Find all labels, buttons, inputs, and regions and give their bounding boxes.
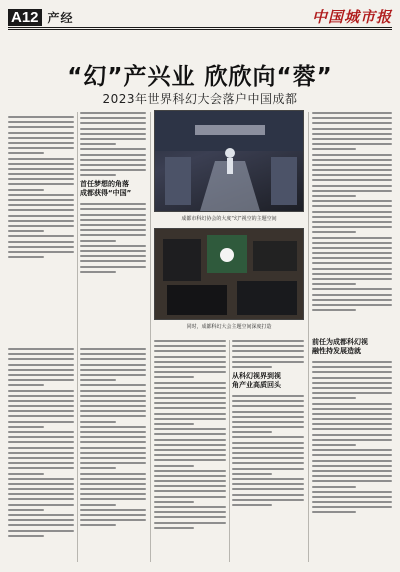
column-divider (77, 112, 78, 562)
article-column-4 (232, 340, 304, 509)
article-column-2 (80, 112, 146, 276)
article-column-1 (8, 112, 74, 261)
masthead-logo: 中国城市报 (311, 8, 392, 26)
article-column-6 (312, 334, 392, 517)
photo-caption-2: 同时，成都科幻大会主题空间深度打造 (186, 324, 272, 330)
exhibit-photo (154, 228, 304, 320)
paragraph (8, 235, 74, 258)
paragraph (8, 194, 74, 232)
column-subhead: 前任为成都科幻视 融性持发展造就 (312, 338, 368, 355)
article-column-5 (312, 112, 392, 314)
paragraph (8, 116, 74, 154)
column-subhead: 首任梦想的角落 成都获得“中国” (80, 180, 132, 198)
exhibit-photo-scene (155, 229, 304, 320)
paragraph (80, 203, 146, 241)
column-divider (308, 112, 309, 562)
column-divider (229, 340, 230, 562)
column-subhead: 从科幻视界到视 角产业高质回头 (232, 371, 281, 389)
article-column-2b (80, 348, 146, 530)
paragraph (80, 245, 146, 273)
headline: “幻”产兴业 欣欣向“蓉” (67, 64, 333, 90)
article-column-3 (154, 340, 226, 532)
column-divider (150, 112, 151, 562)
paragraph (8, 158, 74, 191)
page-header (8, 6, 392, 26)
event-photo (154, 110, 304, 212)
subheadline: 2023年世界科幻大会落户中国成都 (102, 92, 298, 106)
section-name: 产经 (47, 11, 74, 25)
event-photo-scene (155, 111, 304, 212)
paragraph (80, 148, 146, 176)
page-number: A12 (8, 9, 42, 26)
header-rule (8, 27, 392, 28)
article-column-1b (8, 348, 74, 540)
photo-caption-1: 成都市科幻协会的大度“幻”视空的主题空间 (181, 216, 277, 222)
header-rule-thin (8, 29, 392, 30)
paragraph (80, 112, 146, 145)
